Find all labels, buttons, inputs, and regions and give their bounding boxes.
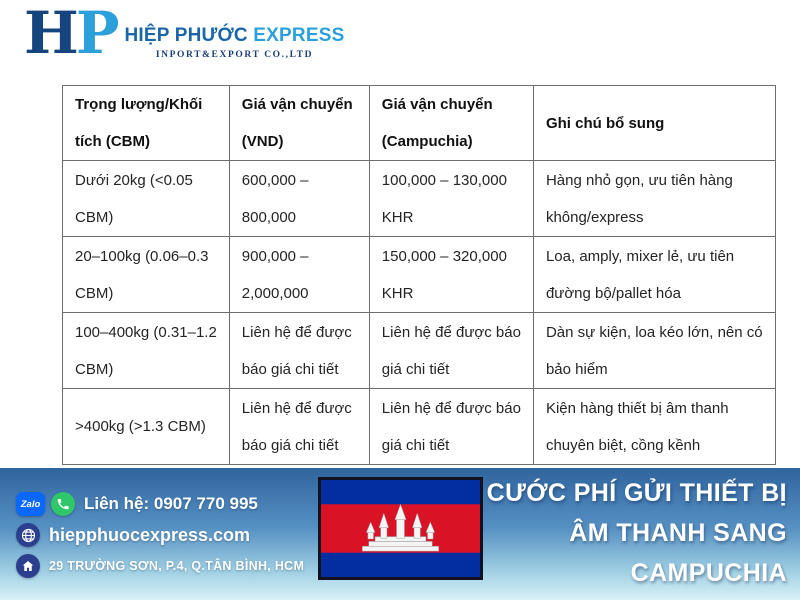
cell-notes: Dàn sự kiện, loa kéo lớn, nên có bảo hiểm (533, 313, 775, 389)
company-logo (24, 0, 345, 67)
header-price-khr: Giá vận chuyển (Campuchia) (369, 86, 533, 161)
footer-title (487, 473, 787, 593)
cell-notes: Hàng nhỏ gọn, ưu tiên hàng không/express (533, 161, 775, 237)
contact-row-phone (16, 492, 304, 516)
cambodia-flag-graphic (321, 480, 480, 577)
logo-text (124, 25, 344, 60)
contact-address: 29 TRƯỜNG SƠN, P.4, Q.TÂN BÌNH, HCM (49, 559, 305, 573)
footer-title-line-3: CAMPUCHIA (630, 559, 787, 587)
cell-price-khr: Liên hệ để được báo giá chi tiết (369, 313, 533, 389)
header-price-vnd: Giá vận chuyển (VND) (229, 86, 369, 161)
contact-website: hiepphuocexpress.com (49, 524, 251, 545)
contact-phone: Liên hệ: 0907 770 995 (84, 494, 258, 513)
table-row (63, 389, 776, 465)
contact-block (16, 492, 304, 585)
zalo-icon: Zalo (16, 492, 45, 516)
header-weight: Trọng lượng/Khối tích (CBM) (63, 86, 230, 161)
contact-row-website (16, 523, 304, 547)
phone-icon (51, 492, 75, 516)
cell-price-vnd: Liên hệ để được báo giá chi tiết (229, 389, 369, 465)
company-name-accent: EXPRESS (253, 24, 345, 46)
company-subtitle: INPORT&EXPORT CO.,LTD (155, 49, 314, 60)
table-row (63, 237, 776, 313)
footer-banner (0, 468, 800, 600)
globe-icon (16, 523, 40, 547)
table-row (63, 161, 776, 237)
cell-notes: Loa, amply, mixer lẻ, ưu tiên đường bộ/pallet hóa (533, 237, 775, 313)
logo-monogram (24, 0, 117, 67)
cell-weight: 100–400kg (0.31–1.2 CBM) (63, 313, 230, 389)
cell-notes: Kiện hàng thiết bị âm thanh chuyên biệt, cồng kềnh (533, 389, 775, 465)
cell-weight: Dưới 20kg (<0.05 CBM) (63, 161, 230, 237)
price-table (62, 85, 776, 465)
cell-price-khr: 150,000 – 320,000 KHR (369, 237, 533, 313)
home-icon (16, 554, 40, 578)
header-notes: Ghi chú bổ sung (533, 86, 775, 161)
contact-row-address (16, 554, 304, 578)
cambodia-flag (318, 477, 483, 580)
company-name-primary: HIỆP PHƯỚC (124, 24, 248, 46)
cell-price-vnd: 600,000 – 800,000 (229, 161, 369, 237)
cell-price-khr: 100,000 – 130,000 KHR (369, 161, 533, 237)
table-header-row (63, 86, 776, 161)
company-name (124, 25, 344, 47)
footer-title-line-1: CƯỚC PHÍ GỬI THIẾT BỊ (486, 479, 787, 507)
footer-title-line-2: ÂM THANH SANG (569, 519, 787, 547)
cell-price-vnd: 900,000 – 2,000,000 (229, 237, 369, 313)
cell-price-khr: Liên hệ để được báo giá chi tiết (369, 389, 533, 465)
cell-weight: >400kg (>1.3 CBM) (63, 389, 230, 465)
logo-letter-p: P (75, 0, 117, 67)
cell-price-vnd: Liên hệ để được báo giá chi tiết (229, 313, 369, 389)
table-row (63, 313, 776, 389)
logo-letter-h: H (24, 0, 76, 67)
cell-weight: 20–100kg (0.06–0.3 CBM) (63, 237, 230, 313)
